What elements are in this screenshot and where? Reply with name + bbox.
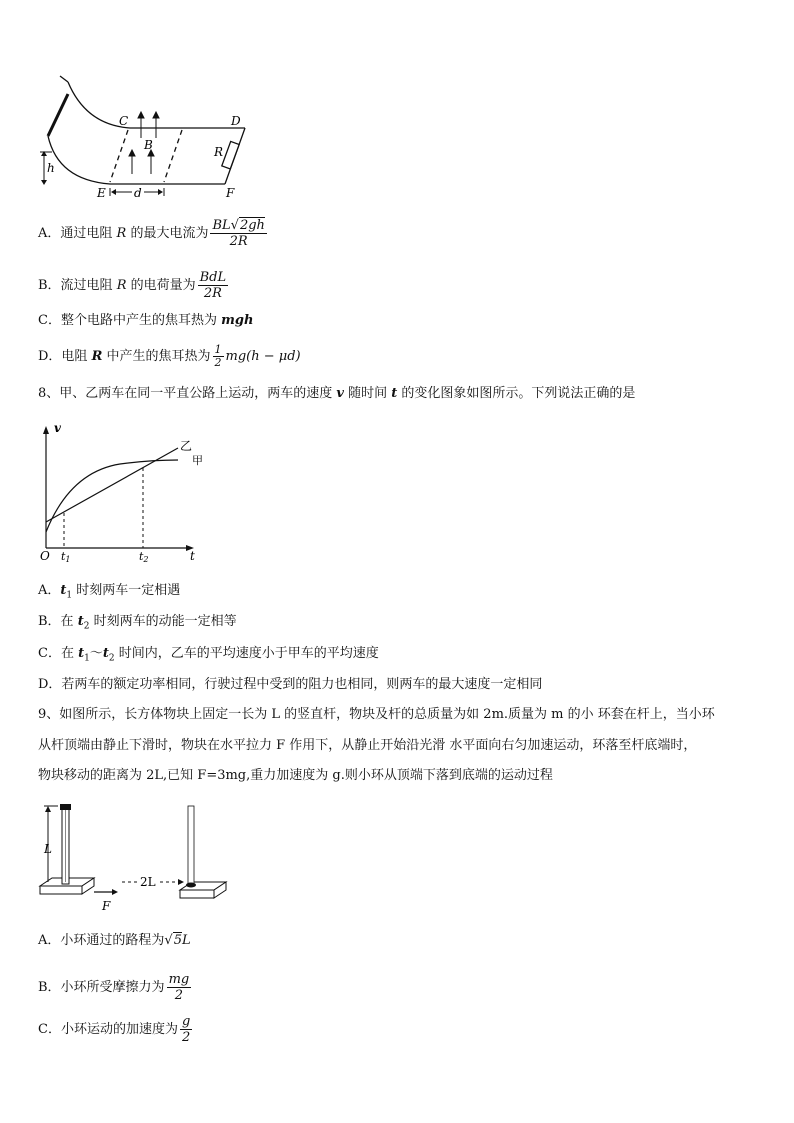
axis-v-label: v [54, 421, 61, 435]
fraction: $\frac{g}{2}$ [181, 1014, 191, 1045]
q7-option-c: C．整个电路中产生的焦耳热为 mgh [38, 313, 254, 328]
series-jia-label: 甲 [192, 454, 203, 467]
tick-t1: t1 [61, 550, 71, 564]
label-F: F [226, 186, 235, 200]
series-yi-label: 乙 [180, 439, 193, 453]
label-L: L [44, 842, 52, 856]
label-B: B [144, 138, 153, 152]
fraction: $\frac{BL√2gh}{2R}$ [212, 218, 265, 249]
q7-option-b: B．流过电阻 R 的电荷量为 $\frac{\text{BdL}}{2R}$ [38, 270, 227, 301]
label-h: h [47, 161, 55, 175]
q7-option-d: D．电阻 R 中产生的焦耳热为 $\frac{1}{2}$ mg(h − μd) [38, 343, 301, 369]
q7-option-a: A．通过电阻 R 的最大电流为 $\frac{BL√2gh}{2R}$ [38, 218, 265, 249]
origin-label: O [40, 549, 50, 563]
velocity-time-graph [30, 420, 203, 565]
q9-stem-line3: 物块移动的距离为 2L,已知 F=3mg,重力加速度为 g.则小环从顶端下落到底端的运动过程 [38, 768, 553, 783]
q8-option-a: A．$t_1$ 时刻两车一定相遇 [38, 583, 181, 601]
q8-option-d: D．若两车的额定功率相同，行驶过程中受到的阻力也相同，则两车的最大速度一定相同 [38, 677, 543, 692]
tick-t2: t2 [139, 550, 149, 564]
label-R: R [214, 145, 224, 159]
q9-option-a: A．小环通过的路程为√5L [38, 933, 191, 948]
label-D: D [231, 114, 241, 128]
q8-option-c: C．在 $t_1\sim t_2$ 时间内，乙车的平均速度小于甲车的平均速度 [38, 646, 379, 664]
axis-t-label: t [190, 549, 195, 563]
q8-stem: 8、甲、乙两车在同一平直公路上运动，两车的速度 v 随时间 t 的变化图象如图所示。下列说法正确的是 [38, 386, 636, 401]
q9-option-b: B．小环所受摩擦力为 $\frac{mg}{2}$ [38, 972, 190, 1003]
label-2L: 2L [140, 875, 156, 889]
label-d: d [134, 186, 142, 200]
label-F: F [102, 899, 111, 913]
q9-stem-line1: 9、如图所示，长方体物块上固定一长为 L 的竖直杆，物块及杆的总质量为如 2m.质量为 m 的小 环套在杆上，当小环 [38, 707, 715, 722]
q8-option-b: B．在 $t_2$ 时刻两车的动能一定相等 [38, 614, 237, 632]
q9-stem-line2: 从杆顶端由静止下滑时，物块在水平拉力 F 作用下，从静止开始沿光滑 水平面向右匀加速运动，环落至杆底端时， [38, 738, 697, 753]
label-E: E [97, 186, 106, 200]
label-C: C [119, 114, 129, 128]
fraction: $\frac{mg}{2}$ [168, 972, 190, 1003]
fraction: $\frac{1}{2}$ [214, 343, 222, 369]
rail-figure [30, 70, 260, 198]
fraction: $\frac{\text{BdL}}{2R}$ [199, 270, 227, 301]
q9-option-c: C．小环运动的加速度为 $\frac{g}{2}$ [38, 1014, 191, 1045]
rod-block-figure [30, 798, 230, 916]
